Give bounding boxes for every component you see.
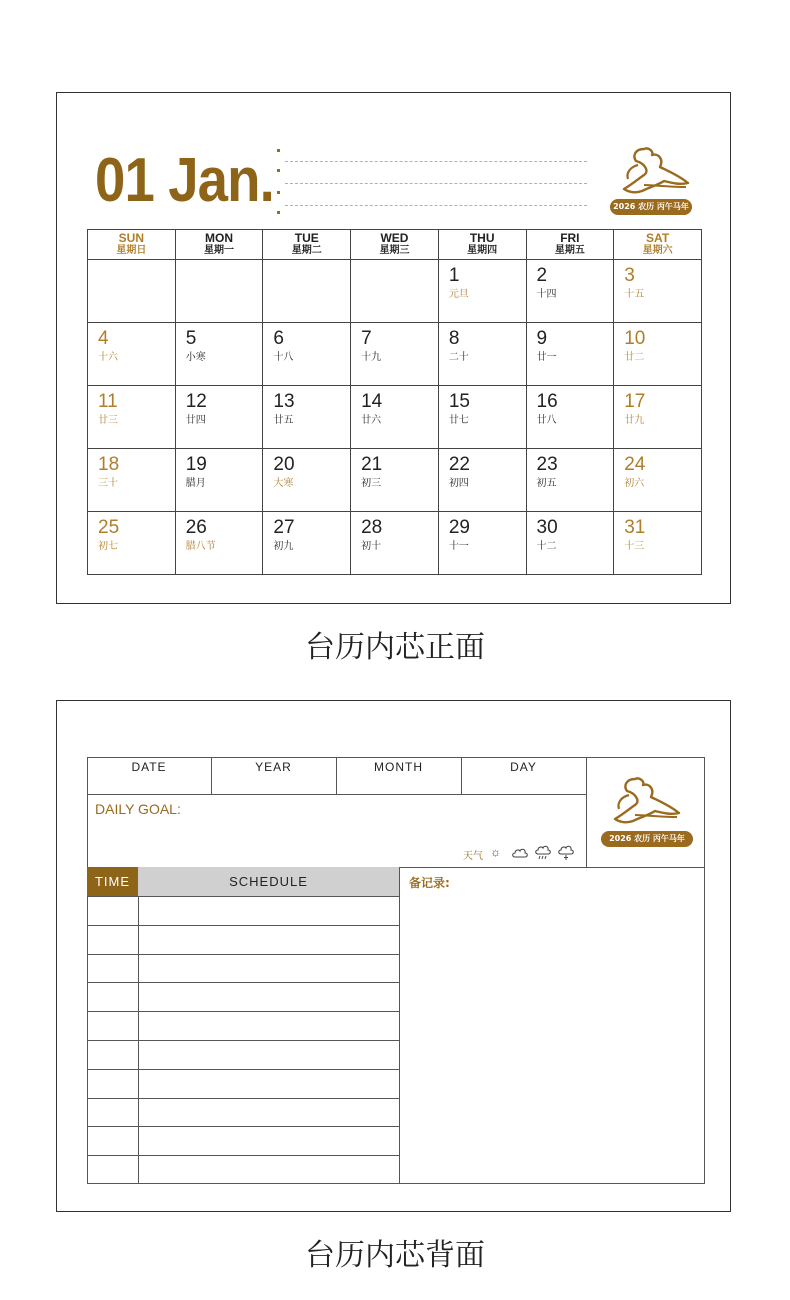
lunar-date: 十四 xyxy=(536,289,557,300)
lunar-date: 廿六 xyxy=(361,415,382,426)
calendar-day-cell xyxy=(438,512,526,575)
day-number: 31 xyxy=(624,517,646,538)
day-header: DAY xyxy=(510,760,537,774)
day-number: 20 xyxy=(273,454,295,475)
lunar-date: 大寒 xyxy=(273,478,294,489)
front-caption: 台历内芯正面 xyxy=(305,630,485,665)
lunar-date: 廿四 xyxy=(185,415,206,426)
calendar-day-cell xyxy=(263,386,351,449)
schedule-row[interactable] xyxy=(139,1070,399,1097)
lunar-date: 廿七 xyxy=(448,415,469,426)
calendar-week-row xyxy=(88,449,702,512)
day-number: 30 xyxy=(536,517,558,538)
lunar-date: 二十 xyxy=(448,352,469,363)
day-number: 8 xyxy=(448,328,460,349)
calendar-empty-cell xyxy=(263,260,351,323)
back-caption: 台历内芯背面 xyxy=(305,1238,485,1273)
calendar-empty-cell xyxy=(88,260,176,323)
lunar-date: 初四 xyxy=(448,478,469,489)
weekday-en: MON xyxy=(205,231,234,245)
calendar-day-cell xyxy=(88,386,176,449)
calendar-day-cell xyxy=(614,323,702,386)
calendar-week-row xyxy=(88,386,702,449)
calendar-day-cell xyxy=(351,512,439,575)
weekday-cn: 星期四 xyxy=(467,245,498,256)
weekday-header xyxy=(614,230,702,260)
schedule-row[interactable] xyxy=(139,1099,399,1126)
schedule-row[interactable] xyxy=(139,897,399,924)
calendar-day-cell xyxy=(526,449,614,512)
day-number: 23 xyxy=(536,454,558,475)
calendar-day-cell xyxy=(526,512,614,575)
day-number: 27 xyxy=(273,517,295,538)
day-number: 21 xyxy=(361,454,383,475)
horse-icon xyxy=(614,145,694,197)
calendar-day-cell xyxy=(526,386,614,449)
calendar-day-cell xyxy=(438,386,526,449)
calendar-day-cell xyxy=(88,323,176,386)
calendar-day-cell xyxy=(526,260,614,323)
year-header: YEAR xyxy=(255,760,292,774)
snow-icon xyxy=(558,845,574,864)
lunar-date: 十九 xyxy=(361,352,382,363)
weekday-en: SUN xyxy=(118,231,145,245)
weekday-header xyxy=(438,230,526,260)
day-number: 11 xyxy=(98,391,118,412)
weekday-cn: 星期二 xyxy=(291,245,322,256)
horse-icon xyxy=(605,775,685,827)
calendar-day-cell xyxy=(175,323,263,386)
day-number: 9 xyxy=(536,328,548,349)
lunar-date: 廿五 xyxy=(273,415,294,426)
weekday-cn: 星期五 xyxy=(554,245,585,256)
calendar-day-cell xyxy=(351,323,439,386)
time-header: TIME xyxy=(87,867,138,896)
schedule-row[interactable] xyxy=(139,1156,399,1183)
sunny-icon: ☼ xyxy=(490,845,501,859)
lunar-date: 三十 xyxy=(98,478,118,489)
lunar-date: 初九 xyxy=(273,541,294,552)
calendar-day-cell xyxy=(438,449,526,512)
weekday-header xyxy=(526,230,614,260)
memo-label: 备记录: xyxy=(409,876,450,890)
calendar-day-cell xyxy=(175,386,263,449)
lunar-date: 十五 xyxy=(624,289,645,300)
weather-label: 天气 xyxy=(463,851,483,862)
weekday-cn: 星期日 xyxy=(116,245,147,256)
day-number: 16 xyxy=(536,391,558,412)
day-number: 17 xyxy=(624,391,646,412)
lunar-date: 十三 xyxy=(624,541,645,552)
schedule-row[interactable] xyxy=(139,1041,399,1068)
calendar-week-row xyxy=(88,512,702,575)
day-number: 26 xyxy=(185,517,207,538)
lunar-date: 初十 xyxy=(361,541,382,552)
weekday-en: SAT xyxy=(646,231,670,245)
logo-badge: 2026 农历 丙午马年 xyxy=(601,831,693,847)
schedule-row[interactable] xyxy=(139,955,399,982)
calendar-empty-cell xyxy=(175,260,263,323)
calendar-day-cell xyxy=(88,512,176,575)
partly-cloudy-icon xyxy=(512,845,528,862)
logo-badge: 2026 农历 丙午马年 xyxy=(610,199,692,215)
calendar-back-sheet xyxy=(56,700,731,1212)
weekday-en: THU xyxy=(469,231,495,245)
calendar-day-cell xyxy=(438,260,526,323)
calendar-day-cell xyxy=(614,386,702,449)
weekday-cn: 星期一 xyxy=(204,245,235,256)
calendar-day-cell xyxy=(614,449,702,512)
schedule-row[interactable] xyxy=(139,1012,399,1039)
lunar-date: 廿二 xyxy=(624,352,645,363)
lunar-date: 廿一 xyxy=(536,352,557,363)
weekday-cn: 星期三 xyxy=(379,245,410,256)
lunar-date: 初七 xyxy=(98,541,118,552)
calendar-day-cell xyxy=(614,260,702,323)
day-number: 28 xyxy=(361,517,383,538)
lunar-date: 初五 xyxy=(536,478,557,489)
day-number: 12 xyxy=(185,391,207,412)
horse-logo xyxy=(610,145,700,217)
calendar-day-cell xyxy=(614,512,702,575)
calendar-grid xyxy=(87,229,702,575)
lunar-date: 廿九 xyxy=(624,415,645,426)
day-number: 15 xyxy=(448,391,470,412)
month-title: 01 Jan. xyxy=(95,146,274,215)
calendar-day-cell xyxy=(263,323,351,386)
day-number: 5 xyxy=(185,328,197,349)
calendar-day-cell xyxy=(351,386,439,449)
calendar-front-sheet xyxy=(56,92,731,604)
day-number: 13 xyxy=(273,391,295,412)
day-number: 18 xyxy=(98,454,120,475)
weekday-header xyxy=(263,230,351,260)
calendar-day-cell xyxy=(526,323,614,386)
weekday-header xyxy=(88,230,176,260)
day-number: 4 xyxy=(98,328,109,349)
lunar-date: 腊八节 xyxy=(185,541,216,552)
weekday-en: TUE xyxy=(294,231,319,245)
day-number: 19 xyxy=(185,454,207,475)
lunar-date: 十八 xyxy=(273,352,294,363)
rain-icon xyxy=(535,845,551,864)
calendar-day-cell xyxy=(438,323,526,386)
weekday-header xyxy=(351,230,439,260)
day-number: 1 xyxy=(448,265,460,286)
day-number: 3 xyxy=(624,265,635,286)
day-number: 29 xyxy=(448,517,470,538)
calendar-day-cell xyxy=(175,512,263,575)
schedule-row[interactable] xyxy=(139,926,399,953)
weekday-en: FRI xyxy=(560,231,580,245)
weekday-en: WED xyxy=(380,231,409,245)
lunar-date: 元旦 xyxy=(448,289,469,300)
lunar-date: 十二 xyxy=(536,541,557,552)
schedule-row[interactable] xyxy=(139,983,399,1010)
day-number: 25 xyxy=(98,517,120,538)
notes-lines xyxy=(277,145,587,215)
calendar-day-cell xyxy=(263,512,351,575)
weekday-cn: 星期六 xyxy=(642,245,673,256)
day-number: 24 xyxy=(624,454,646,475)
month-header: MONTH xyxy=(374,760,423,774)
calendar-day-cell xyxy=(88,449,176,512)
weekday-header xyxy=(175,230,263,260)
calendar-day-cell xyxy=(351,449,439,512)
horse-logo xyxy=(597,775,697,855)
lunar-date: 十六 xyxy=(98,352,118,363)
day-number: 22 xyxy=(448,454,470,475)
lunar-date: 初六 xyxy=(624,478,645,489)
lunar-date: 腊月 xyxy=(185,478,206,489)
day-number: 2 xyxy=(536,265,548,286)
schedule-header: SCHEDULE xyxy=(138,867,399,896)
calendar-week-row xyxy=(88,260,702,323)
schedule-row[interactable] xyxy=(139,1127,399,1154)
calendar-week-row xyxy=(88,323,702,386)
calendar-day-cell xyxy=(175,449,263,512)
lunar-date: 廿八 xyxy=(536,415,557,426)
lunar-date: 十一 xyxy=(448,541,469,552)
calendar-empty-cell xyxy=(351,260,439,323)
date-header: DATE xyxy=(131,760,167,774)
day-number: 6 xyxy=(273,328,284,349)
lunar-date: 初三 xyxy=(361,478,382,489)
lunar-date: 小寒 xyxy=(185,352,206,363)
calendar-day-cell xyxy=(263,449,351,512)
day-number: 14 xyxy=(361,391,383,412)
daily-planner xyxy=(87,757,705,1184)
day-number: 7 xyxy=(361,328,372,349)
lunar-date: 廿三 xyxy=(98,415,118,426)
daily-goal-label: DAILY GOAL: xyxy=(95,801,181,817)
day-number: 10 xyxy=(624,328,646,349)
